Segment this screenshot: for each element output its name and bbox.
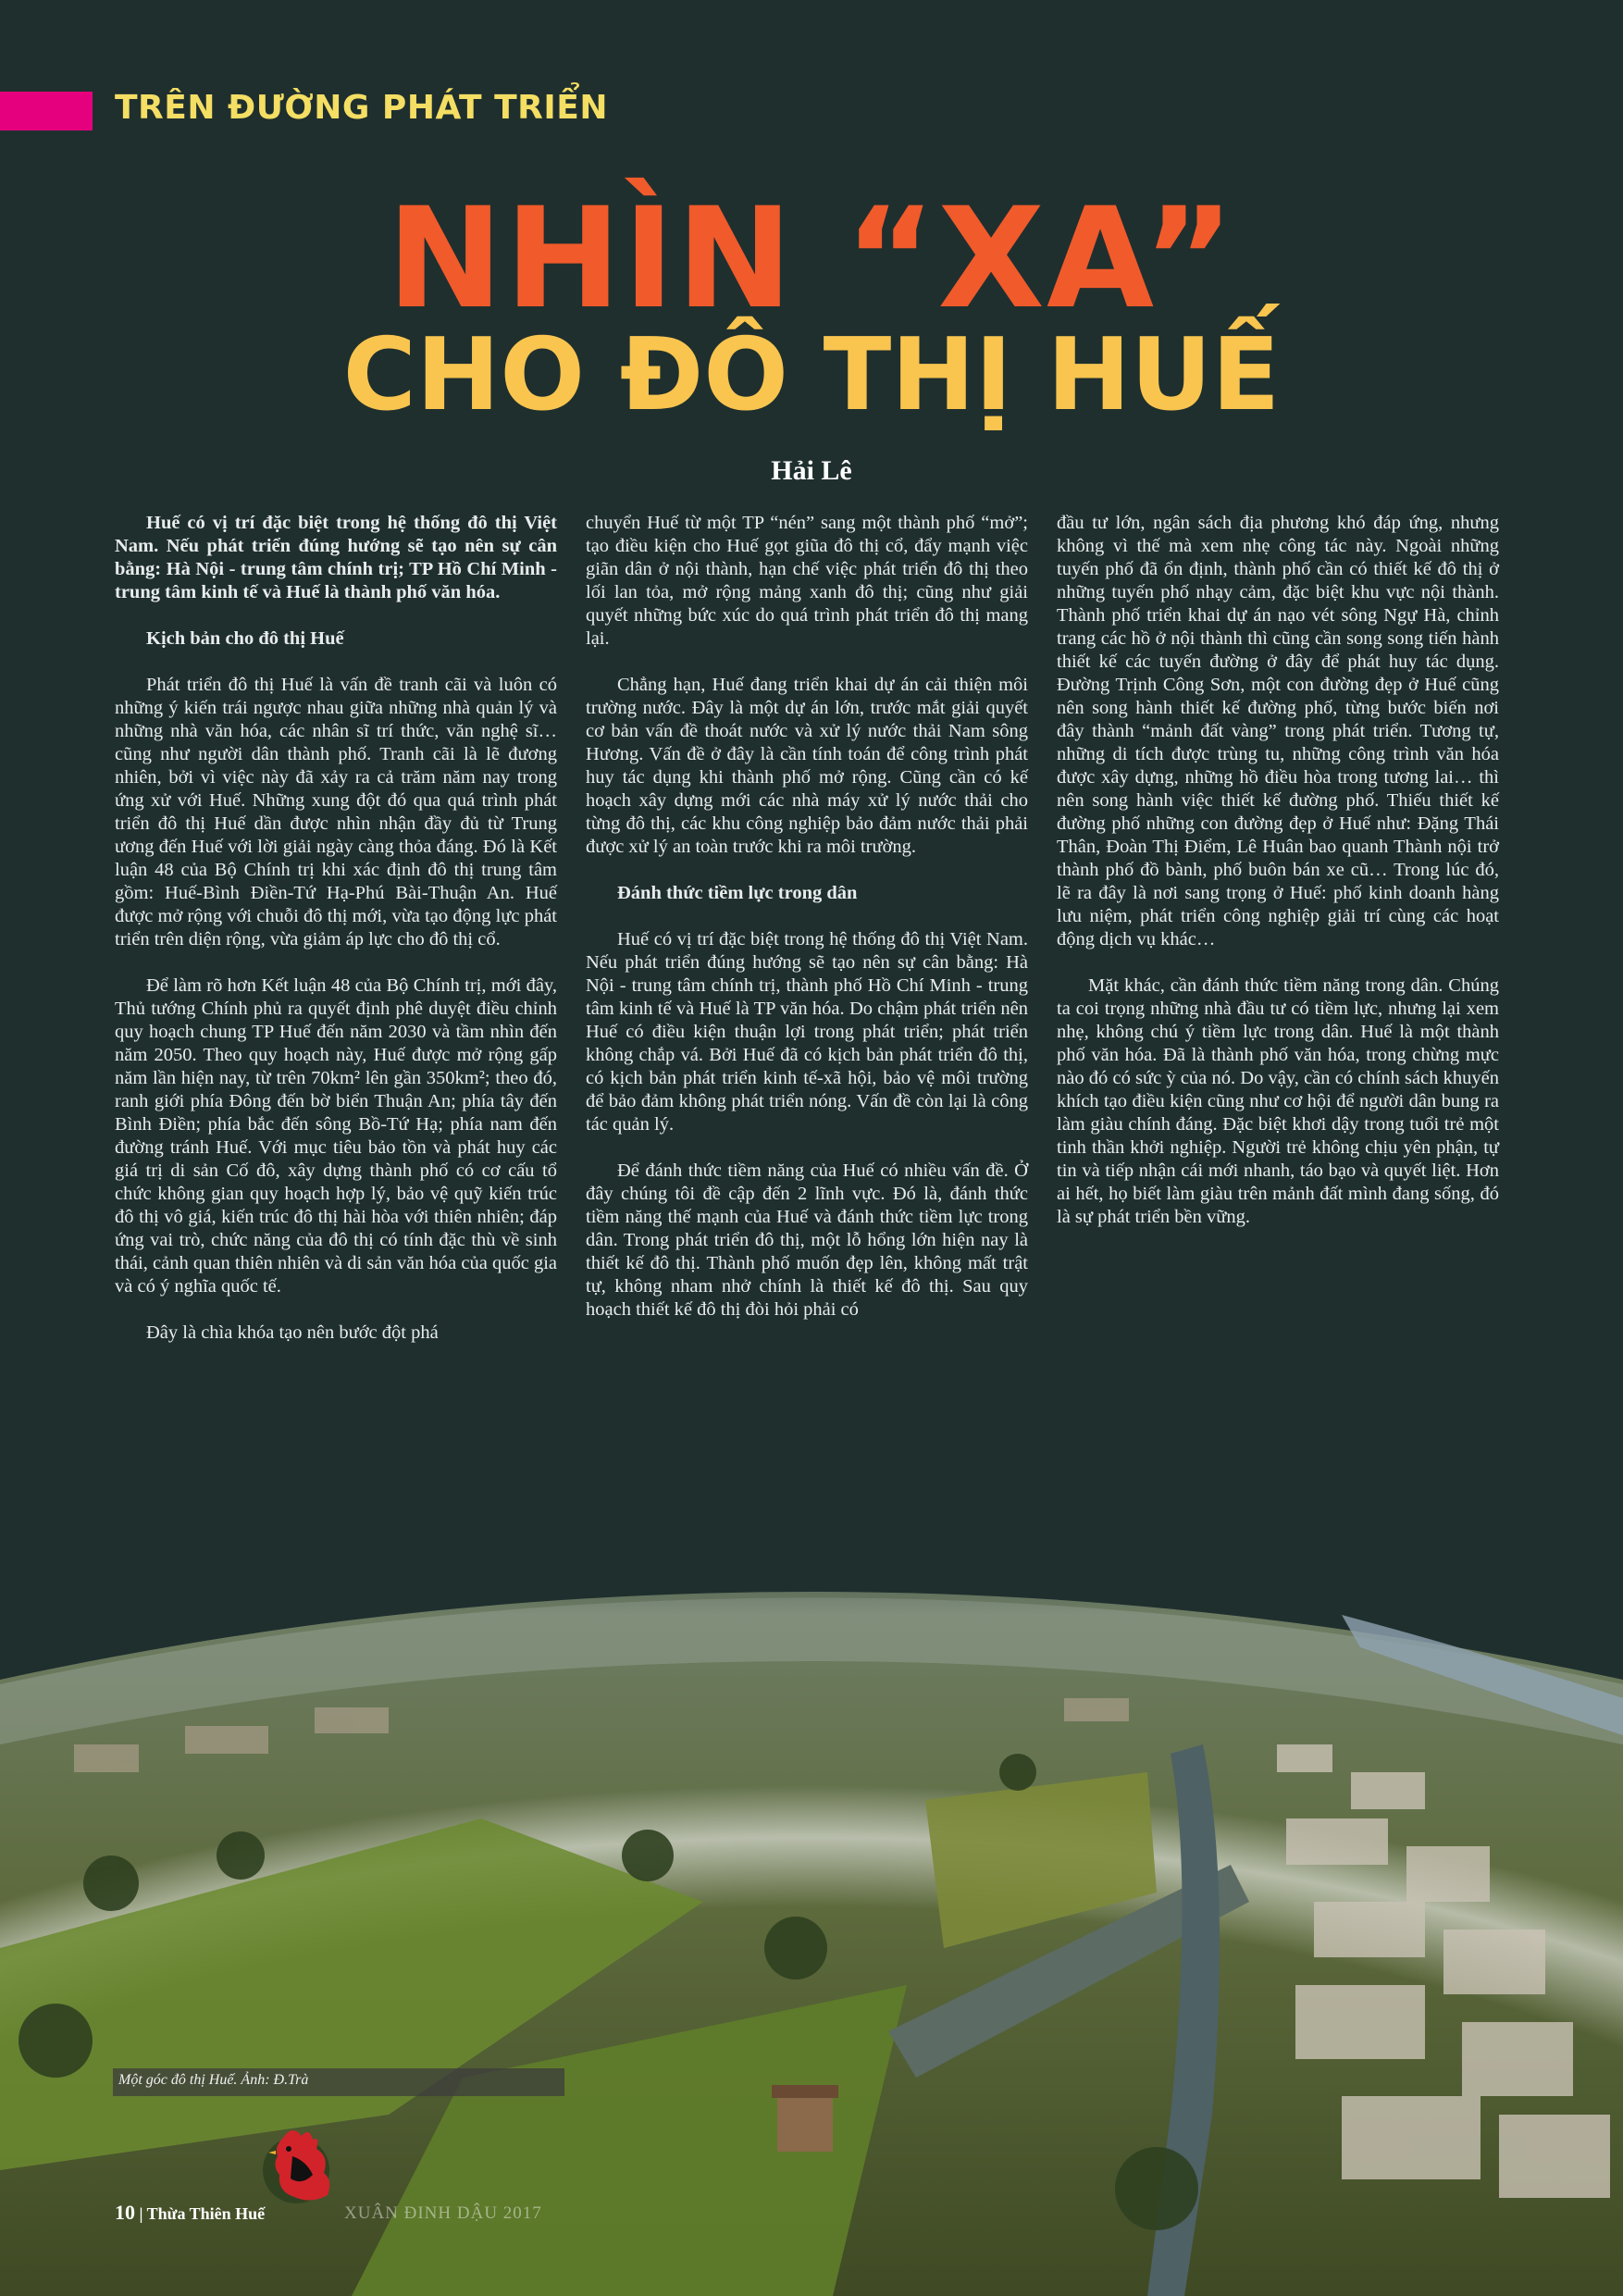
lead-paragraph: Huế có vị trí đặc biệt trong hệ thống đô thị Việt Nam. Nếu phát triển đúng hướng sẽ tạo nên sự cân bằng: Hà Nội - trung tâm chính trị; TP Hồ Chí Minh - trung tâm kinh tế và Huế là thành phố văn hóa.	[115, 513, 557, 602]
byline: Hải Lê	[771, 455, 852, 486]
photo-caption: Một góc đô thị Huế. Ảnh: Đ.Trà	[118, 2072, 309, 2088]
body-paragraph: Phát triển đô thị Huế là vấn đề tranh cãi và luôn có những ý kiến trái ngược nhau giữa những nhà quản lý và những nhà văn hóa, các nhân sĩ trí thức, văn nghệ sĩ… cũng như người dân thành phố. Tranh cãi là lẽ đương nhiên, bởi vì việc này đã xảy ra cả trăm năm nay trong ứng xử với Huế. Những xung đột đó qua quá trình phát triển đô thị Huế dần được nhìn nhận đầy đủ từ Trung ương đến Huế với lời giải ngày càng thỏa đáng. Đó là Kết luận 48 của Bộ Chính trị khi xác định đô thị trung tâm gồm: Huế-Bình Điền-Tứ Hạ-Phú Bài-Thuận An. Huế được mở rộng với chuỗi đô thị mới, vừa tạo động lực phát triển trên diện rộng, vừa giảm áp lực cho đô thị cổ.	[115, 675, 557, 949]
footer-separator: |	[135, 2204, 147, 2223]
body-paragraph: Đây là chìa khóa tạo nên bước đột phá	[146, 1322, 439, 1343]
article-column-1	[115, 512, 557, 1368]
body-paragraph: Chẳng hạn, Huế đang triển khai dự án cải thiện môi trường nước. Đây là một dự án lớn, trước mắt giải quyết cơ bản vấn đề thoát nước và xử lý nước thải Nam sông Hương. Vấn đề ở đây là cần tính toán để công trình phát huy tác dụng khi thành phố mở rộng. Cũng cần có kế hoạch xây dựng mới các nhà máy xử lý nước thải cho từng đô thị, các khu công nghiệp bảo đảm nước thải phải được xử lý an toàn trước khi ra môi trường.	[586, 675, 1028, 857]
body-paragraph: Để làm rõ hơn Kết luận 48 của Bộ Chính trị, mới đây, Thủ tướng Chính phủ ra quyết định phê duyệt điều chỉnh quy hoạch chung TP Huế đến năm 2030 và tầm nhìn đến năm 2050. Theo quy hoạch này, Huế được mở rộng gấp năm lần hiện nay, từ trên 70km² lên gần 350km²; theo đó, ranh giới phía Đông đến bờ biển Thuận An; phía tây đến Bình Điền; phía bắc đến sông Bồ-Tứ Hạ; phía nam đến đường tránh Huế. Với mục tiêu bảo tồn và phát huy các giá trị di sản Cố đô, xây dựng thành phố có cơ cấu tổ chức không gian quy hoạch hợp lý, bảo vệ quỹ kiến trúc đô thị vô giá, kiến trúc đô thị hài hòa với thiên nhiên; đáp ứng vai trò, chức năng của đô thị có tính đặc thù về sinh thái, cảnh quan thiên nhiên và di sản văn hóa của quốc gia và có ý nghĩa quốc tế.	[115, 975, 557, 1297]
body-paragraph: chuyển Huế từ một TP “nén” sang một thành phố “mở”; tạo điều kiện cho Huế gọt giũa đô thị cổ, đẩy mạnh việc giãn dân ở nội thành, hạn chế việc phát triển đô thị theo lối lan tỏa, mở rộng mảng xanh đô thị; cũng như giải quyết những bức xúc do quá trình phát triển đô thị mang lại.	[586, 513, 1028, 649]
subheading: Kịch bản cho đô thị Huế	[146, 628, 344, 649]
article-column-2	[586, 512, 1028, 1345]
headline-line2: CHO ĐÔ THỊ HUẾ	[342, 317, 1281, 433]
issue-name: XUÂN ĐINH DẬU 2017	[344, 2203, 542, 2223]
section-color-bar	[0, 92, 93, 130]
rooster-logo	[255, 2119, 344, 2208]
page-footer	[115, 2201, 265, 2225]
body-paragraph: đầu tư lớn, ngân sách địa phương khó đáp ứng, nhưng không vì thế mà xem nhẹ công tác này. Ngoài những tuyến phố đã ổn định, thành phố cần có thiết kế đô thị ở những tuyến phố nhạy cảm, đặc biệt khu vực nội thành. Thành phố triển khai dự án nạo vét sông Ngự Hà, chỉnh trang các hồ ở nội thành thì cũng cần song song tiến hành thiết kế các tuyến đường ở đây để phát huy tác dụng. Đường Trịnh Công Sơn, một con đường đẹp ở Huế cũng nên song hành thiết kế đường phố, từng bước biến nơi đây thành “mảnh đất vàng” trong phát triển. Tương tự, những di tích được trùng tu, những công trình văn hóa được xây dựng, những hồ điều hòa trong tương lai… thì nên song hành việc thiết kế đường phố. Thiếu thiết kế đường phố những con đường đẹp ở Huế như: Đặng Thái Thân, Đoàn Thị Điểm, Lê Huân bao quanh Thành nội trở thành phố đồ bành, phố buôn bán xe cũ… Trong lúc đó, lẽ ra đây là nơi sang trọng ở Huế: phố kinh doanh hàng lưu niệm, phát triển công nghiệp giải trí cùng các hoạt động dịch vụ khác…	[1057, 513, 1499, 949]
body-paragraph: Để đánh thức tiềm năng của Huế có nhiều vấn đề. Ở đây chúng tôi đề cập đến 2 lĩnh vực. Đó là, đánh thức tiềm năng thế mạnh của Huế và đánh thức tiềm lực trong dân. Trong phát triển đô thị, một lỗ hổng lớn hiện nay là thiết kế đô thị. Thành phố muốn đẹp lên, không mất trật tự, không nham nhở chính là thiết kế đô thị. Sau quy hoạch thiết kế đô thị đòi hỏi phải có	[586, 1160, 1028, 1320]
page-number: 10	[115, 2201, 135, 2224]
body-paragraph: Mặt khác, cần đánh thức tiềm năng trong dân. Chúng ta coi trọng những nhà đầu tư có tiềm lực, nhưng lại xem nhẹ, không chú ý tiềm lực trong dân. Huế là một thành phố văn hóa. Đã là thành phố văn hóa, trong chừng mực nào đó có sức ỳ của nó. Do vậy, cần có chính sách khuyến khích tạo điều kiện cũng như cơ hội để người dân bung ra làm giàu chính đáng. Đặc biệt khơi dậy trong tuổi trẻ một tinh thần khởi nghiệp. Người trẻ không chịu yên phận, tự tin và tiếp nhận cái mới nhanh, táo bạo và quyết liệt. Hơn ai hết, họ biết làm giàu trên mảnh đất mình đang sống, đó là sự phát triển bền vững.	[1057, 975, 1499, 1227]
photo-caption-box	[113, 2068, 564, 2096]
body-paragraph: Huế có vị trí đặc biệt trong hệ thống đô thị Việt Nam. Nếu phát triển đúng hướng sẽ tạo nên sự cân bằng: Hà Nội - trung tâm chính trị, thành phố Hồ Chí Minh - trung tâm kinh tế và Huế là TP văn hóa. Do chậm phát triển nên Huế có điều kiện thuận lợi trong phát triển; phát triển không chắp vá. Bởi Huế đã có kịch bản phát triển đô thị, có kịch bản phát triển kinh tế-xã hội, bảo vệ môi trường để bảo đảm không phát triển nóng. Vấn đề còn lại là công tác quản lý.	[586, 929, 1028, 1135]
headline-line1: NHÌN “XA”	[387, 179, 1236, 340]
article-column-3	[1057, 512, 1499, 1252]
subheading: Đánh thức tiềm lực trong dân	[617, 883, 858, 903]
section-title: TRÊN ĐƯỜNG PHÁT TRIỂN	[115, 89, 608, 127]
aerial-city-photo	[0, 1467, 1623, 2296]
publication-name: Thừa Thiên Huế	[146, 2204, 266, 2223]
